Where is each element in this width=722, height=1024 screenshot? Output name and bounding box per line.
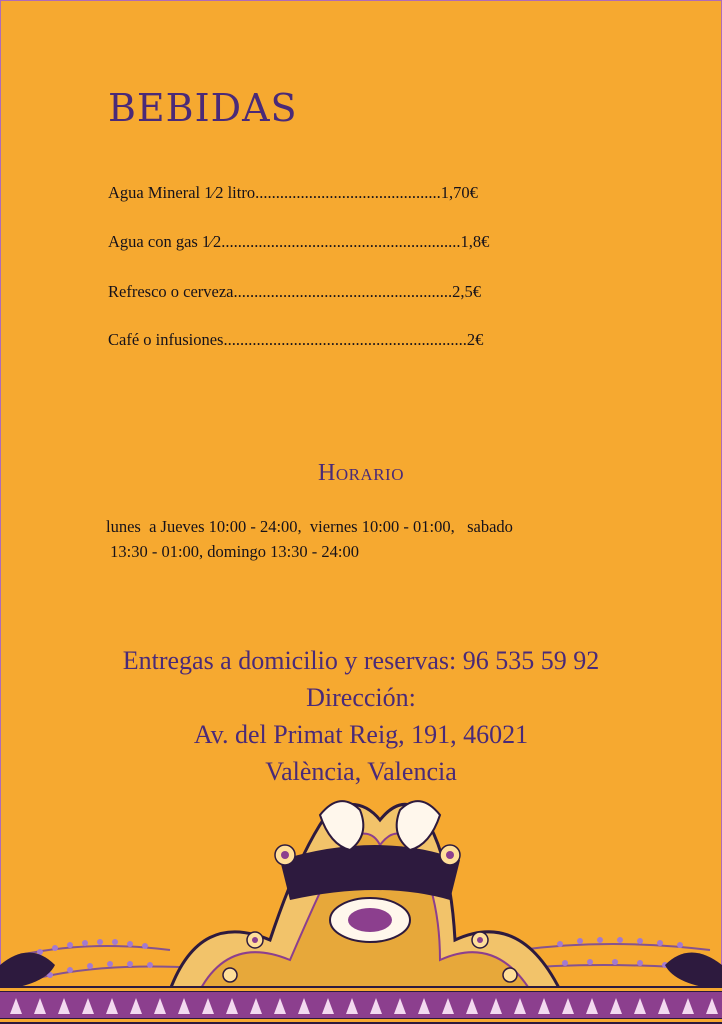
drink-price: 2€ [466, 330, 484, 349]
drink-price: 1,8€ [460, 232, 490, 251]
address-label: Dirección: [306, 683, 416, 712]
leader-dots: ..................................................... [233, 282, 453, 301]
leader-dots: ............................................. [255, 183, 441, 202]
schedule-line-1: lunes a Jueves 10:00 - 24:00, viernes 10:00 - 01:00, sabado [106, 517, 513, 536]
drink-price: 2,5€ [452, 282, 481, 301]
drink-row-sparkling [108, 232, 489, 252]
leader-dots: ........................................................... [223, 330, 467, 349]
drink-name: Café o infusiones [108, 330, 224, 349]
page-title: BEBIDAS [108, 86, 298, 130]
paisley-ornament-icon [0, 790, 722, 1024]
drink-name: Refresco o cerveza [108, 282, 234, 301]
delivery-phone: Entregas a domicilio y reservas: 96 535 59 92 [122, 646, 600, 675]
address-city: València, Valencia [265, 757, 457, 786]
schedule-heading: Horario [317, 460, 404, 486]
drink-row-coffee [108, 330, 483, 350]
leader-dots: .......................................................... [221, 232, 461, 251]
address-street: Av. del Primat Reig, 191, 46021 [193, 720, 529, 749]
drink-name: Agua con gas 1⁄2 [108, 232, 222, 251]
drink-row-water [108, 183, 478, 203]
drink-name: Agua Mineral 1⁄2 litro [108, 183, 256, 202]
schedule-text [106, 514, 513, 564]
schedule-line-2: 13:30 - 01:00, domingo 13:30 - 24:00 [106, 542, 359, 561]
drink-price: 1,70€ [440, 183, 478, 202]
drink-row-soda-beer [108, 282, 481, 302]
